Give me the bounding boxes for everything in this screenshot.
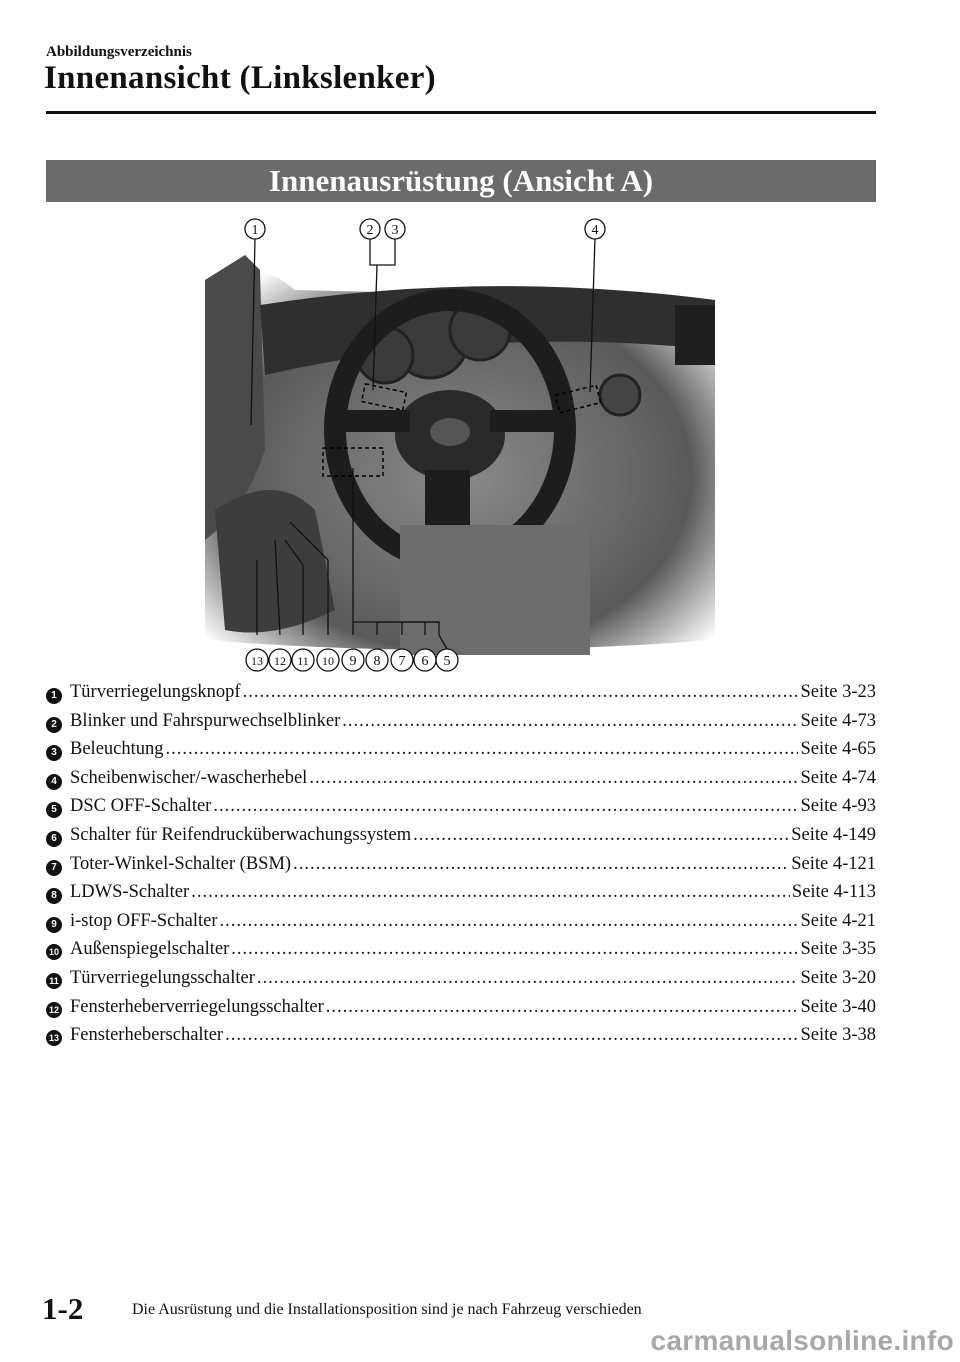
item-label: Außenspiegelschalter [70, 939, 230, 960]
dot-leader [243, 682, 799, 703]
item-number-badge: 5 [46, 802, 62, 818]
dot-leader [326, 997, 799, 1018]
page-reference[interactable]: Seite 4-74 [800, 767, 876, 788]
list-item [46, 968, 876, 997]
dot-leader [191, 882, 790, 903]
page-reference[interactable]: Seite 3-35 [800, 939, 876, 960]
interior-illustration [185, 210, 725, 678]
item-label: Fensterheberschalter [70, 1025, 224, 1046]
svg-text:1: 1 [251, 223, 259, 238]
item-number-badge: 4 [46, 774, 62, 790]
page-reference[interactable]: Seite 4-113 [791, 882, 876, 903]
callout-8 [366, 649, 388, 671]
item-label: i-stop OFF-Schalter [70, 910, 218, 931]
page-reference[interactable]: Seite 4-73 [800, 710, 876, 731]
item-label: Türverriegelungsknopf [70, 682, 241, 702]
dot-leader [225, 1025, 798, 1046]
svg-text:8: 8 [373, 654, 381, 669]
list-item [46, 882, 876, 911]
item-label: DSC OFF-Schalter [70, 796, 212, 817]
watermark[interactable]: carmanualsonline.info [650, 1325, 954, 1356]
svg-text:10: 10 [322, 654, 334, 668]
page-number: 1-2 [42, 1291, 84, 1326]
dot-leader [309, 768, 798, 789]
section-banner: Innenausrüstung (Ansicht A) [46, 160, 876, 202]
dot-leader [257, 968, 799, 989]
item-number-badge: 10 [46, 944, 62, 960]
svg-text:4: 4 [591, 223, 599, 238]
dot-leader [342, 711, 798, 732]
svg-text:5: 5 [443, 654, 451, 669]
item-label: LDWS-Schalter [70, 882, 190, 903]
item-label: Türverriegelungsschalter [70, 967, 255, 988]
dot-leader [413, 825, 789, 846]
item-number-badge: 2 [46, 717, 62, 733]
page-reference[interactable]: Seite 4-21 [800, 910, 876, 931]
title-divider [46, 111, 876, 114]
dot-leader [166, 739, 799, 760]
list-item [46, 997, 876, 1026]
breadcrumb: Abbildungsverzeichnis [46, 44, 192, 60]
page-reference[interactable]: Seite 3-38 [800, 1025, 876, 1046]
callout-1 [245, 219, 265, 239]
item-label: Scheibenwischer/-wascherhebel [70, 767, 308, 788]
component-list [46, 682, 876, 1054]
item-label: Toter-Winkel-Schalter (BSM) [70, 853, 292, 874]
item-number-badge: 12 [46, 1002, 62, 1018]
callout-7 [391, 649, 413, 671]
callout-9 [342, 649, 364, 671]
callout-13 [246, 649, 268, 671]
callout-11 [292, 649, 314, 671]
item-number-badge: 7 [46, 860, 62, 876]
page-reference[interactable]: Seite 3-20 [800, 967, 876, 988]
list-item [46, 939, 876, 968]
page-title: Innenansicht (Linkslenker) [44, 60, 436, 96]
svg-text:9: 9 [349, 654, 357, 669]
callout-10 [317, 649, 339, 671]
page-reference[interactable]: Seite 3-23 [800, 682, 876, 702]
item-number-badge: 9 [46, 917, 62, 933]
page-reference[interactable]: Seite 4-149 [791, 824, 876, 845]
item-number-badge: 8 [46, 888, 62, 904]
list-item [46, 796, 876, 825]
item-label: Beleuchtung [70, 739, 164, 760]
svg-text:11: 11 [297, 654, 309, 668]
callout-12 [269, 649, 291, 671]
list-item [46, 854, 876, 883]
callout-4 [585, 219, 605, 239]
dashboard-drawing [185, 210, 725, 678]
svg-text:3: 3 [391, 223, 399, 238]
page-reference[interactable]: Seite 4-65 [800, 739, 876, 760]
item-number-badge: 11 [46, 973, 62, 989]
item-number-badge: 13 [46, 1030, 62, 1046]
item-number-badge: 6 [46, 831, 62, 847]
list-item [46, 825, 876, 854]
callout-5 [436, 649, 458, 671]
item-label: Blinker und Fahrspurwechselblinker [70, 710, 341, 731]
list-item [46, 911, 876, 940]
list-item [46, 1025, 876, 1054]
dot-leader [219, 911, 798, 932]
list-item [46, 739, 876, 768]
list-item [46, 768, 876, 797]
footer-note: Die Ausrüstung und die Installationsposition sind je nach Fahrzeug verschieden [132, 1301, 642, 1318]
item-label: Schalter für Reifendrucküberwachungssystem [70, 824, 412, 845]
svg-text:13: 13 [251, 654, 263, 668]
page-reference[interactable]: Seite 4-121 [791, 853, 876, 874]
svg-text:2: 2 [366, 223, 374, 238]
item-number-badge: 1 [46, 688, 62, 704]
callout-6 [414, 649, 436, 671]
dot-leader [231, 939, 798, 960]
dot-leader [213, 796, 798, 817]
svg-text:12: 12 [274, 654, 286, 668]
dot-leader [293, 854, 789, 875]
list-item [46, 682, 876, 711]
item-label: Fensterheberverriegelungsschalter [70, 996, 324, 1017]
item-number-badge: 3 [46, 745, 62, 761]
svg-text:7: 7 [398, 654, 406, 669]
callout-2 [360, 219, 380, 239]
page-reference[interactable]: Seite 3-40 [800, 996, 876, 1017]
callout-3 [385, 219, 405, 239]
svg-text:6: 6 [421, 654, 429, 669]
list-item [46, 711, 876, 740]
page-reference[interactable]: Seite 4-93 [800, 796, 876, 817]
